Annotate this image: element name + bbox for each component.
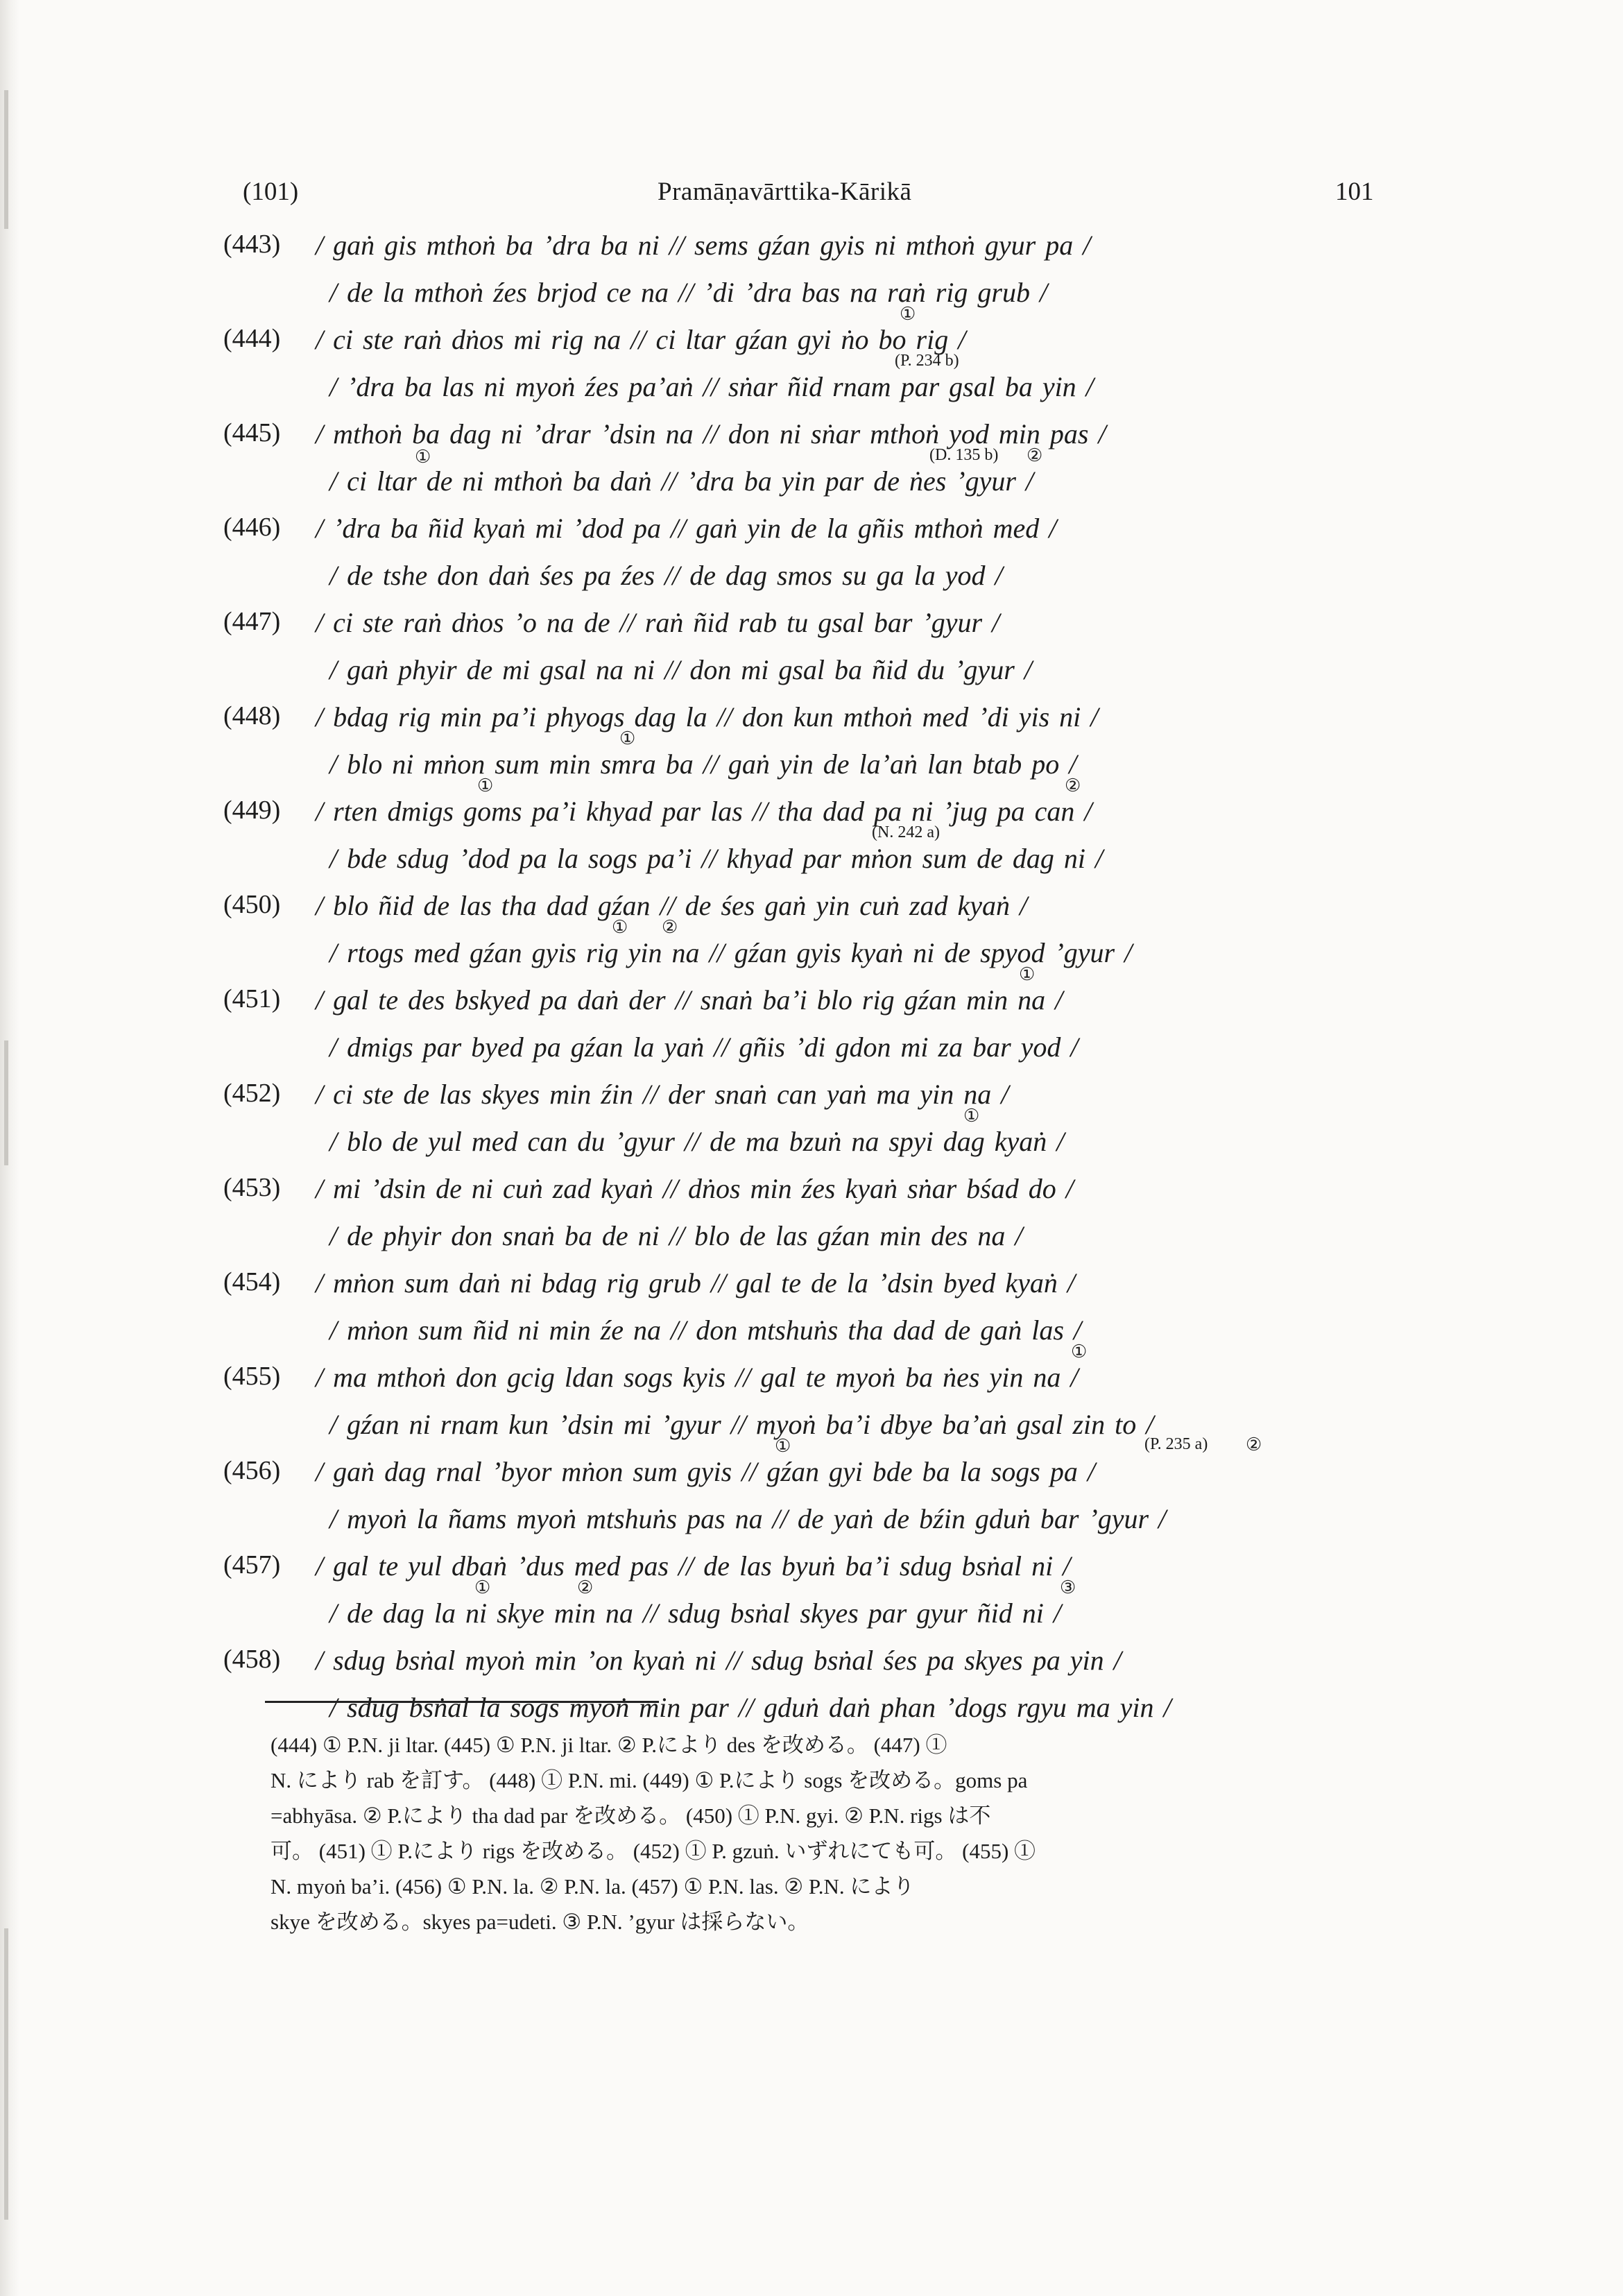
footnote-line: 可。 (451) ① P.により rigs を改める。 (452) ① P. gzuṅ. いずれにても可。 (455) ① (270, 1839, 1036, 1863)
verse-444 (0, 304, 1623, 418)
verse-457 (0, 1550, 1623, 1644)
verse-line: / de dag la ni skye min na // sdug bsṅal skyes par gyur ñid ni / (329, 1597, 1062, 1629)
verse-number: (455) (223, 1362, 281, 1391)
footnote-line: N. myoṅ ba’i. (456) ① P.N. la. ② P.N. la. (457) ① P.N. las. ② P.N. により (270, 1874, 915, 1899)
verse-line: / bde sdug ’dod pa la sogs pa’i // khyad par mṅon sum de dag ni / (329, 843, 1104, 874)
footnote-marker: ② (1065, 776, 1081, 796)
footnote-marker: ① (612, 917, 628, 937)
footnote-line: skye を改める。skyes pa=udeti. ③ P.N. ’gyur は採らない。 (270, 1910, 809, 1934)
verse-448 (0, 701, 1623, 795)
verse-line: / gaṅ phyir de mi gsal na ni // don mi gsal ba ñid du ’gyur / (329, 654, 1032, 685)
footnote-line: (444) ① P.N. ji ltar. (445) ① P.N. ji ltar. ② P.により des を改める。 (447) ① (270, 1733, 947, 1757)
verse-line: / ci ltar de ni mthoṅ ba daṅ // ’dra ba yin par de ṅes ’gyur / (329, 465, 1034, 497)
verse-line: / mṅon sum daṅ ni bdag rig grub // gal te de la ’dsin byed kyaṅ / (316, 1267, 1076, 1299)
verse-line: / gaṅ gis mthoṅ ba ’dra ba ni // sems gźan gyis ni mthoṅ gyur pa / (316, 230, 1091, 261)
verse-line: / gaṅ dag rnal ’byor mṅon sum gyis // gźan gyi bde ba la sogs pa / (316, 1456, 1095, 1487)
footnote-marker: ③ (1060, 1577, 1076, 1597)
verse-458 (0, 1644, 1623, 1738)
verse-line: / dmigs par byed pa gźan la yaṅ // gñis ’di gdon mi za bar yod / (329, 1031, 1079, 1063)
verse-line: / ci ste raṅ dṅos ’o na de // raṅ ñid rab tu gsal bar ’gyur / (316, 607, 1000, 638)
verse-450 (0, 889, 1623, 984)
source-page-reference: (P. 234 b) (895, 352, 959, 370)
footnote-marker: ② (1246, 1434, 1262, 1455)
verse-line: / gal te des bskyed pa daṅ der // snaṅ ba’i blo rig gźan min na / (316, 984, 1063, 1016)
running-title: Pramāṇavārttika-Kārikā (658, 178, 912, 206)
footnote-marker: ① (415, 447, 431, 467)
verse-number: (452) (223, 1079, 281, 1108)
verse-451 (0, 964, 1623, 1078)
verse-line: / mthoṅ ba dag ni ’drar ’dsin na // don ni sṅar mthoṅ yod min pas / (316, 418, 1106, 449)
footnote-marker: ① (1019, 964, 1036, 984)
footnote-marker: ① (775, 1436, 791, 1456)
footnote-marker: ① (619, 728, 636, 748)
verse-line: / ma mthoṅ don gcig ldan sogs kyis // gal te myoṅ ba ṅes yin na / (316, 1362, 1079, 1393)
verse-line: / ’dra ba ñid kyaṅ mi ’dod pa // gaṅ yin de la gñis mthoṅ med / (316, 513, 1057, 544)
source-page-reference: (N. 242 a) (872, 823, 940, 841)
verse-453 (0, 1172, 1623, 1267)
verse-line: / sdug bsṅal myoṅ min ’on kyaṅ ni // sdug bsṅal śes pa skyes pa yin / (316, 1645, 1122, 1676)
footnote-line: N. により rab を訂す。 (448) ① P.N. mi. (449) ① P.により sogs を改める。goms pa (270, 1768, 1028, 1792)
verse-number: (447) (223, 607, 281, 636)
verse-line: / de la mthoṅ źes brjod ce na // ’di ’dra bas na raṅ rig grub / (329, 277, 1048, 308)
verse-line: / rten dmigs goms pa’i khyad par las // tha dad pa ni ’jug pa can / (316, 796, 1092, 827)
verse-number: (444) (223, 324, 281, 353)
footnote-marker: ② (662, 917, 678, 937)
verse-number: (451) (223, 984, 281, 1013)
page-header (0, 177, 1623, 219)
footnote-marker: ② (577, 1577, 594, 1597)
page-number-right: 101 (1335, 178, 1374, 206)
verse-455 (0, 1361, 1623, 1455)
footnote-line: =abhyāsa. ② P.により tha dad par を改める。 (450) ① P.N. gyi. ② P.N. rigs は不 (270, 1804, 991, 1828)
footnote-marker: ① (1071, 1342, 1088, 1362)
verse-line: / ci ste de las skyes min źin // der snaṅ can yaṅ ma yin na / (316, 1079, 1009, 1110)
verse-number: (445) (223, 418, 281, 447)
verse-447 (0, 606, 1623, 701)
footnote-marker: ① (900, 304, 916, 324)
verse-line: / ci ste raṅ dṅos mi rig na // ci ltar gźan gyi ṅo bo rig / (316, 324, 966, 355)
verse-446 (0, 512, 1623, 606)
verse-number: (450) (223, 890, 281, 919)
verse-449 (0, 776, 1623, 889)
verse-line: / rtogs med gźan gyis rig yin na // gźan gyis kyaṅ ni de spyod ’gyur / (329, 937, 1133, 968)
verse-line: / gźan ni rnam kun ’dsin mi ’gyur // myoṅ ba’i dbye ba’aṅ gsal zin to / (329, 1409, 1154, 1440)
scan-speck (4, 1928, 8, 2220)
verse-line: / blo de yul med can du ’gyur // de ma bzuṅ na spyi dag kyaṅ / (329, 1126, 1065, 1157)
verse-number: (457) (223, 1550, 281, 1579)
verse-443 (0, 229, 1623, 323)
verse-number: (449) (223, 796, 281, 825)
verse-445 (0, 418, 1623, 512)
verse-line: / blo ni mṅon sum min smra ba // gaṅ yin de la’aṅ lan btab po / (329, 748, 1077, 780)
verse-list (0, 229, 1623, 1738)
verse-number: (458) (223, 1645, 281, 1674)
verse-line: / bdag rig min pa’i phyogs dag la // don kun mthoṅ med ’di yis ni / (316, 701, 1099, 733)
verse-line: / blo ñid de las tha dad gźan // de śes gaṅ yin cuṅ zad kyaṅ / (316, 890, 1028, 921)
footnote-marker: ① (474, 1577, 491, 1597)
verse-number: (448) (223, 701, 281, 730)
footnote-marker: ① (963, 1106, 980, 1126)
verse-452 (0, 1078, 1623, 1172)
verse-number: (453) (223, 1173, 281, 1202)
page-number-left: (101) (243, 178, 299, 206)
footnote-marker: ② (1027, 445, 1043, 465)
verse-number: (446) (223, 513, 281, 542)
verse-line: / gal te yul dbaṅ ’dus med pas // de las byuṅ ba’i sdug bsṅal ni / (316, 1550, 1071, 1582)
verse-line: / mṅon sum ñid ni min źe na // don mtshuṅs tha dad de gaṅ las / (329, 1314, 1082, 1346)
verse-line: / de tshe don daṅ śes pa źes // de dag smos su ga la yod / (329, 560, 1003, 591)
footnotes (270, 1727, 1450, 1939)
footnote-marker: ① (477, 776, 494, 796)
verse-line: / mi ’dsin de ni cuṅ zad kyaṅ // dṅos min źes kyaṅ sṅar bśad do / (316, 1173, 1074, 1204)
source-page-reference: (P. 235 a) (1144, 1435, 1208, 1453)
verse-line: / ’dra ba las ni myoṅ źes pa’aṅ // sṅar ñid rnam par gsal ba yin / (329, 371, 1094, 402)
verse-number: (443) (223, 230, 281, 259)
verse-line: / sdug bsṅal la sogs myoṅ min par // gduṅ daṅ phan ’dogs rgyu ma yin / (329, 1692, 1171, 1723)
verse-number: (456) (223, 1456, 281, 1485)
verse-454 (0, 1267, 1623, 1361)
footnote-separator (265, 1701, 659, 1703)
source-page-reference: (D. 135 b) (929, 446, 999, 464)
verse-number: (454) (223, 1267, 281, 1296)
verse-line: / myoṅ la ñams myoṅ mtshuṅs pas na // de yaṅ de bźin gduṅ bar ’gyur / (329, 1503, 1167, 1534)
verse-line: / de phyir don snaṅ ba de ni // blo de las gźan min des na / (329, 1220, 1023, 1251)
